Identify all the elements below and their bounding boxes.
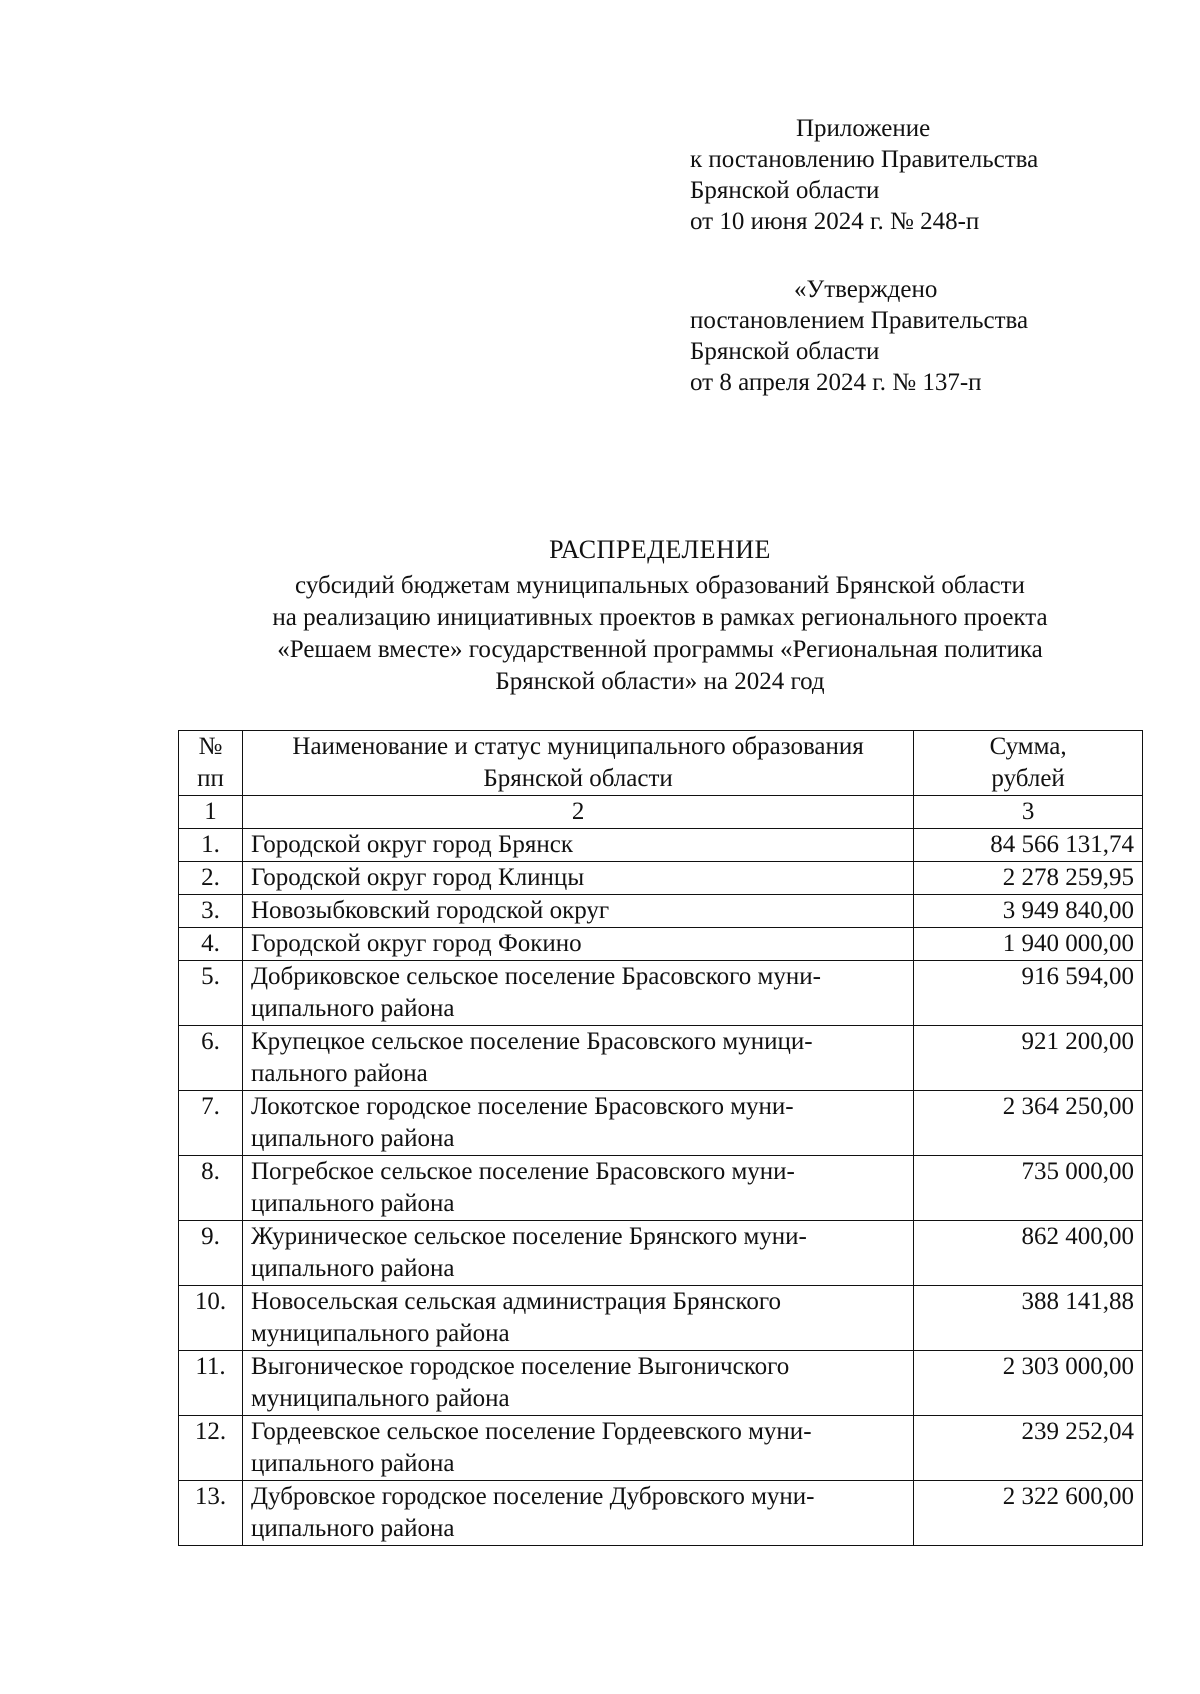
column-number: 1 bbox=[179, 796, 243, 829]
table-row bbox=[179, 1156, 1143, 1221]
row-number: 3. bbox=[179, 895, 243, 928]
row-sum: 2 322 600,00 bbox=[914, 1481, 1143, 1546]
row-sum: 735 000,00 bbox=[914, 1156, 1143, 1221]
row-name bbox=[242, 1091, 913, 1156]
appendix-block bbox=[690, 113, 1150, 237]
document-title: РАСПРЕДЕЛЕНИЕ bbox=[549, 535, 771, 564]
table-row bbox=[179, 928, 1143, 961]
table-body bbox=[179, 829, 1143, 1546]
row-number: 10. bbox=[179, 1286, 243, 1351]
row-name-line: ципального района bbox=[250, 1125, 455, 1152]
row-name bbox=[242, 928, 913, 961]
row-name-line: муниципального района bbox=[250, 1385, 510, 1412]
table-row bbox=[179, 829, 1143, 862]
row-name-line: Выгоническое городское поселение Выгоничского bbox=[250, 1353, 790, 1380]
row-name-line: пального района bbox=[250, 1060, 428, 1087]
table-header-row bbox=[179, 731, 1143, 796]
row-sum: 916 594,00 bbox=[914, 961, 1143, 1026]
table-row bbox=[179, 1091, 1143, 1156]
row-name-line: Крупецкое сельское поселение Брасовского муници- bbox=[250, 1028, 813, 1055]
appendix-line: от 10 июня 2024 г. № 248-п bbox=[690, 208, 980, 235]
row-name-line: Погребское сельское поселение Брасовского муни- bbox=[250, 1158, 795, 1185]
table-row bbox=[179, 961, 1143, 1026]
table-row bbox=[179, 1416, 1143, 1481]
row-name bbox=[242, 1481, 913, 1546]
row-name-line: ципального района bbox=[250, 1190, 455, 1217]
row-name bbox=[242, 1026, 913, 1091]
row-number: 2. bbox=[179, 862, 243, 895]
row-name bbox=[242, 1416, 913, 1481]
row-sum: 239 252,04 bbox=[914, 1416, 1143, 1481]
header-name: Наименование и статус муниципального образования Брянской области bbox=[242, 731, 913, 796]
row-number: 7. bbox=[179, 1091, 243, 1156]
header-number: № пп bbox=[179, 731, 243, 796]
table-row bbox=[179, 1481, 1143, 1546]
row-name-line: Городской округ город Фокино bbox=[250, 930, 582, 957]
appendix-line: Брянской области bbox=[690, 177, 880, 204]
row-name bbox=[242, 1286, 913, 1351]
row-name bbox=[242, 1221, 913, 1286]
column-number-row bbox=[179, 796, 1143, 829]
row-sum: 3 949 840,00 bbox=[914, 895, 1143, 928]
row-name bbox=[242, 895, 913, 928]
row-name bbox=[242, 1351, 913, 1416]
document-title-block bbox=[170, 534, 1150, 698]
table-row bbox=[179, 1286, 1143, 1351]
row-sum: 921 200,00 bbox=[914, 1026, 1143, 1091]
row-number: 9. bbox=[179, 1221, 243, 1286]
row-sum: 388 141,88 bbox=[914, 1286, 1143, 1351]
document-subtitle-line: на реализацию инициативных проектов в рамках регионального проекта bbox=[272, 604, 1048, 631]
row-sum: 2 364 250,00 bbox=[914, 1091, 1143, 1156]
row-name-line: ципального района bbox=[250, 1450, 455, 1477]
approved-line: Брянской области bbox=[690, 338, 880, 365]
row-name bbox=[242, 1156, 913, 1221]
approved-block bbox=[690, 274, 1150, 398]
row-sum: 862 400,00 bbox=[914, 1221, 1143, 1286]
row-name-line: Городской округ город Клинцы bbox=[250, 864, 585, 891]
row-number: 13. bbox=[179, 1481, 243, 1546]
document-subtitle-line: «Решаем вместе» государственной программы «Региональная политика bbox=[277, 636, 1043, 663]
row-sum: 2 278 259,95 bbox=[914, 862, 1143, 895]
table-row bbox=[179, 862, 1143, 895]
row-name-line: муниципального района bbox=[250, 1320, 510, 1347]
row-number: 5. bbox=[179, 961, 243, 1026]
row-name-line: Локотское городское поселение Брасовского муни- bbox=[250, 1093, 794, 1120]
row-name-line: Добриковское сельское поселение Брасовского муни- bbox=[250, 963, 821, 990]
row-name-line: ципального района bbox=[250, 1515, 455, 1542]
approved-title: «Утверждено bbox=[794, 276, 938, 303]
row-name-line: Новозыбковский городской округ bbox=[250, 897, 610, 924]
row-number: 1. bbox=[179, 829, 243, 862]
row-name-line: Новосельская сельская администрация Брянского bbox=[250, 1288, 781, 1315]
row-number: 6. bbox=[179, 1026, 243, 1091]
row-number: 8. bbox=[179, 1156, 243, 1221]
column-number: 3 bbox=[914, 796, 1143, 829]
table-row bbox=[179, 1221, 1143, 1286]
row-number: 4. bbox=[179, 928, 243, 961]
table-row bbox=[179, 1351, 1143, 1416]
row-number: 12. bbox=[179, 1416, 243, 1481]
appendix-line: к постановлению Правительства bbox=[690, 146, 1039, 173]
approved-line: от 8 апреля 2024 г. № 137-п bbox=[690, 369, 982, 396]
appendix-title: Приложение bbox=[796, 115, 931, 142]
row-name-line: Журиническое сельское поселение Брянского муни- bbox=[250, 1223, 807, 1250]
row-name-line: Дубровское городское поселение Дубровского муни- bbox=[250, 1483, 815, 1510]
table-row bbox=[179, 895, 1143, 928]
row-name bbox=[242, 829, 913, 862]
approved-line: постановлением Правительства bbox=[690, 307, 1029, 334]
row-sum: 1 940 000,00 bbox=[914, 928, 1143, 961]
row-name bbox=[242, 961, 913, 1026]
row-sum: 84 566 131,74 bbox=[914, 829, 1143, 862]
row-name-line: Гордеевское сельское поселение Гордеевского муни- bbox=[250, 1418, 812, 1445]
document-subtitle-line: Брянской области» на 2024 год bbox=[495, 668, 825, 695]
row-name-line: ципального района bbox=[250, 995, 455, 1022]
row-name-line: ципального района bbox=[250, 1255, 455, 1282]
row-sum: 2 303 000,00 bbox=[914, 1351, 1143, 1416]
document-subtitle-line: субсидий бюджетам муниципальных образований Брянской области bbox=[295, 572, 1025, 599]
column-number: 2 bbox=[242, 796, 913, 829]
distribution-table bbox=[178, 730, 1143, 1546]
row-number: 11. bbox=[179, 1351, 243, 1416]
table-row bbox=[179, 1026, 1143, 1091]
row-name bbox=[242, 862, 913, 895]
row-name-line: Городской округ город Брянск bbox=[250, 831, 574, 858]
header-sum: Сумма, рублей bbox=[914, 731, 1143, 796]
